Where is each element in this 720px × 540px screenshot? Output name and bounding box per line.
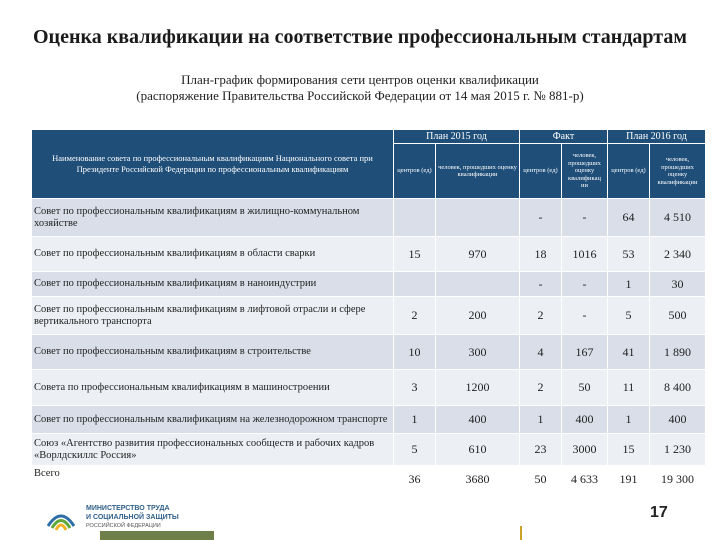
cell-plan2016-people: 400 [650, 406, 706, 434]
ministry-logo-text [86, 504, 179, 531]
cell-plan2016-people: 1 230 [650, 434, 706, 466]
cell-plan2015-people [436, 199, 520, 237]
row-total-label: Всего [32, 466, 394, 494]
row-council-name: Совет по профессиональным квалификациям в наноиндустрии [32, 272, 394, 297]
row-council-name: Совет по профессиональным квалификациям на железнодорожном транспорте [32, 406, 394, 434]
row-council-name: Совет по профессиональным квалификациям в жилищно-коммунальном хозяйстве [32, 199, 394, 237]
header-fact: Факт [520, 130, 608, 144]
subheader-centers: центров (ед) [394, 144, 436, 199]
cell-plan2015-centers: 36 [394, 466, 436, 494]
cell-plan2015-people [436, 272, 520, 297]
cell-fact-people: - [562, 199, 608, 237]
ministry-logo-icon [44, 500, 78, 534]
slide-subtitle [0, 72, 720, 104]
cell-plan2015-people: 1200 [436, 370, 520, 406]
header-plan-2016: План 2016 год [608, 130, 706, 144]
cell-fact-centers: 2 [520, 370, 562, 406]
cell-fact-people: 4 633 [562, 466, 608, 494]
cell-fact-centers: - [520, 199, 562, 237]
cell-fact-centers: 50 [520, 466, 562, 494]
table-row [32, 434, 706, 466]
cell-fact-people: 400 [562, 406, 608, 434]
row-council-name: Союз «Агентство развития профессиональных сообществ и рабочих кадров «Ворлдскиллс Россия» [32, 434, 394, 466]
qualification-table [31, 129, 706, 494]
cell-fact-people: - [562, 297, 608, 335]
cell-plan2015-centers: 15 [394, 237, 436, 272]
row-council-name: Совет по профессиональным квалификациям в области сварки [32, 237, 394, 272]
header-council-name: Наименование совета по профессиональным квалификациям Национального совета при Президенте Российской Федерации по профессиональным квалификациям [32, 130, 394, 199]
subheader-people: человек, прошедших оценку квалификац ии [562, 144, 608, 199]
subheader-centers: центров (ед) [520, 144, 562, 199]
cell-plan2015-centers: 10 [394, 335, 436, 370]
cell-plan2016-centers: 15 [608, 434, 650, 466]
table-row [32, 237, 706, 272]
cell-fact-people: - [562, 272, 608, 297]
table-row [32, 199, 706, 237]
cell-plan2016-centers: 64 [608, 199, 650, 237]
cell-fact-centers: 18 [520, 237, 562, 272]
cell-plan2016-centers: 1 [608, 272, 650, 297]
footer-accent-bar [100, 531, 214, 540]
cell-plan2015-people: 610 [436, 434, 520, 466]
cell-fact-people: 1016 [562, 237, 608, 272]
row-council-name: Совета по профессиональным квалификациям в машиностроении [32, 370, 394, 406]
cell-plan2015-centers: 1 [394, 406, 436, 434]
subheader-people: человек, прошедших оценку квалификации [436, 144, 520, 199]
row-council-name: Совет по профессиональным квалификациям в лифтовой отрасли и сфере вертикального транспорта [32, 297, 394, 335]
cell-plan2015-centers: 2 [394, 297, 436, 335]
table-row [32, 335, 706, 370]
cell-plan2016-people: 4 510 [650, 199, 706, 237]
logo-line-1: МИНИСТЕРСТВО ТРУДА [86, 505, 170, 512]
slide-title: Оценка квалификации на соответствие профессиональным стандартам [33, 26, 687, 48]
cell-plan2016-centers: 191 [608, 466, 650, 494]
subtitle-line-1: План-график формирования сети центров оценки квалификации [181, 72, 539, 87]
cell-plan2016-people: 8 400 [650, 370, 706, 406]
header-plan-2015: План 2015 год [394, 130, 520, 144]
subheader-people: человек, прошедших оценку квалификации [650, 144, 706, 199]
subheader-centers: центров (ед) [608, 144, 650, 199]
footer-corner-line [520, 526, 522, 540]
cell-plan2016-people: 500 [650, 297, 706, 335]
cell-fact-centers: 2 [520, 297, 562, 335]
page-number: 17 [650, 504, 668, 521]
cell-plan2015-centers: 3 [394, 370, 436, 406]
cell-plan2015-people: 970 [436, 237, 520, 272]
table-row [32, 297, 706, 335]
cell-plan2015-people: 200 [436, 297, 520, 335]
cell-plan2015-people: 400 [436, 406, 520, 434]
logo-line-3: РОССИЙСКОЙ ФЕДЕРАЦИИ [86, 523, 161, 529]
cell-plan2016-centers: 5 [608, 297, 650, 335]
cell-fact-people: 3000 [562, 434, 608, 466]
table-row [32, 272, 706, 297]
cell-fact-centers: 4 [520, 335, 562, 370]
cell-plan2015-people: 3680 [436, 466, 520, 494]
cell-plan2016-people: 30 [650, 272, 706, 297]
row-council-name: Совет по профессиональным квалификациям в строительстве [32, 335, 394, 370]
cell-plan2016-centers: 53 [608, 237, 650, 272]
logo-line-2: И СОЦИАЛЬНОЙ ЗАЩИТЫ [86, 514, 179, 521]
header-group-row [32, 130, 706, 144]
table-row-total [32, 466, 706, 494]
table-row [32, 370, 706, 406]
cell-fact-people: 50 [562, 370, 608, 406]
cell-fact-centers: 23 [520, 434, 562, 466]
cell-plan2016-people: 1 890 [650, 335, 706, 370]
table-row [32, 406, 706, 434]
cell-fact-centers: - [520, 272, 562, 297]
cell-fact-people: 167 [562, 335, 608, 370]
cell-plan2015-centers [394, 272, 436, 297]
cell-fact-centers: 1 [520, 406, 562, 434]
subtitle-line-2: (распоряжение Правительства Российской Федерации от 14 мая 2015 г. № 881-р) [136, 88, 584, 103]
cell-plan2015-people: 300 [436, 335, 520, 370]
cell-plan2015-centers [394, 199, 436, 237]
cell-plan2016-centers: 11 [608, 370, 650, 406]
cell-plan2016-people: 2 340 [650, 237, 706, 272]
cell-plan2016-centers: 41 [608, 335, 650, 370]
cell-plan2016-people: 19 300 [650, 466, 706, 494]
cell-plan2016-centers: 1 [608, 406, 650, 434]
cell-plan2015-centers: 5 [394, 434, 436, 466]
